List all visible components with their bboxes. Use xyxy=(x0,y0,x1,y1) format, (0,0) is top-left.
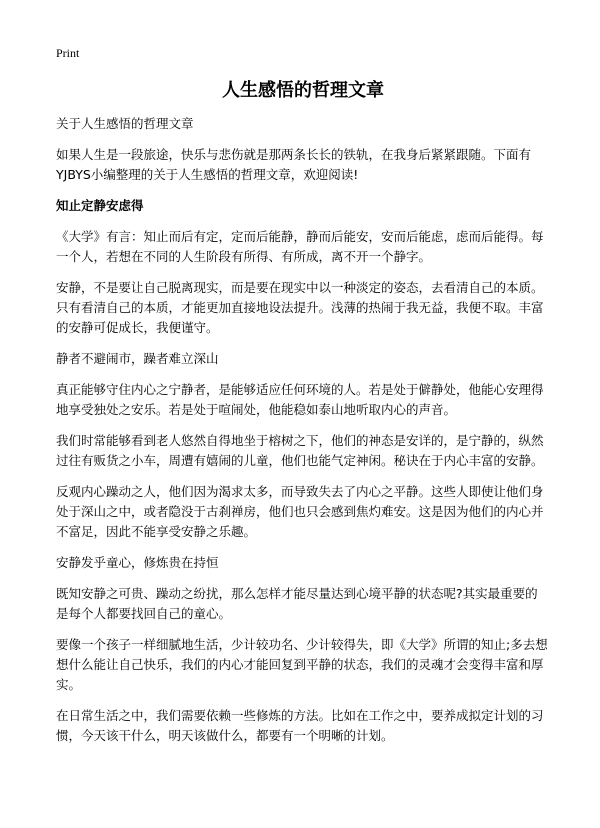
print-link[interactable]: Print xyxy=(56,46,80,60)
paragraph: 安静，不是要让自己脱离现实，而是要在现实中以一种淡定的姿态，去看清自己的本质。只有看清自己的本质，才能更加直接地设法提升。浅薄的热闹于我无益，我便不取。丰富的安静可促成长，我便谨守。 xyxy=(56,280,544,335)
article xyxy=(56,78,550,757)
page-title: 人生感悟的哲理文章 xyxy=(222,80,384,101)
section-heading: 知止定静安虑得 xyxy=(56,198,144,213)
paragraph: 要像一个孩子一样细腻地生活，少计较功名、少计较得失，即《大学》所谓的知止;多去想想什么能让自己快乐，我们的内心才能回复到平静的状态，我们的灵魂才会变得丰富和厚实。 xyxy=(56,637,548,692)
paragraph: 我们时常能够看到老人悠然自得地坐于榕树之下，他们的神态是安详的，是宁静的，纵然过往有贩货之小车，周遭有嬉闹的儿童，他们也能气定神闲。秘诀在于内心丰富的安静。 xyxy=(56,433,544,468)
paragraph: 《大学》有言：知止而后有定，定而后能静，静而后能安，安而后能虑，虑而后能得。每一个人，若想在不同的人生阶段有所得、有所成，离不开一个静字。 xyxy=(56,229,544,264)
intro-paragraph: 如果人生是一段旅途，快乐与悲伤就是那两条长长的铁轨，在我身后紧紧跟随。下面有YJBYS小编整理的关于人生感悟的哲理文章，欢迎阅读! xyxy=(56,147,532,182)
section-heading: 安静发乎童心，修炼贵在持恒 xyxy=(56,555,219,570)
section-heading: 静者不避闹市，躁者难立深山 xyxy=(56,351,219,366)
paragraph: 既知安静之可贵、躁动之纷扰，那么怎样才能尽量达到心境平静的状态呢?其实最重要的是每个人都要找回自己的童心。 xyxy=(56,586,538,621)
article-subtitle: 关于人生感悟的哲理文章 xyxy=(56,116,194,131)
paragraph: 反观内心躁动之人，他们因为渴求太多，而导致失去了内心之平静。这些人即使让他们身处于深山之中，或者隐没于古刹禅房，他们也只会感到焦灼难安。这是因为他们的内心并不富足，因此不能享受安静之乐趣。 xyxy=(56,484,544,539)
paragraph: 在日常生活之中，我们需要依赖一些修炼的方法。比如在工作之中，要养成拟定计划的习惯，今天该干什么，明天该做什么，都要有一个明晰的计划。 xyxy=(56,708,544,743)
paragraph: 真正能够守住内心之宁静者，是能够适应任何环境的人。若是处于僻静处，他能心安理得地享受独处之安乐。若是处于喧闹处，他能稳如泰山地听取内心的声音。 xyxy=(56,382,544,417)
